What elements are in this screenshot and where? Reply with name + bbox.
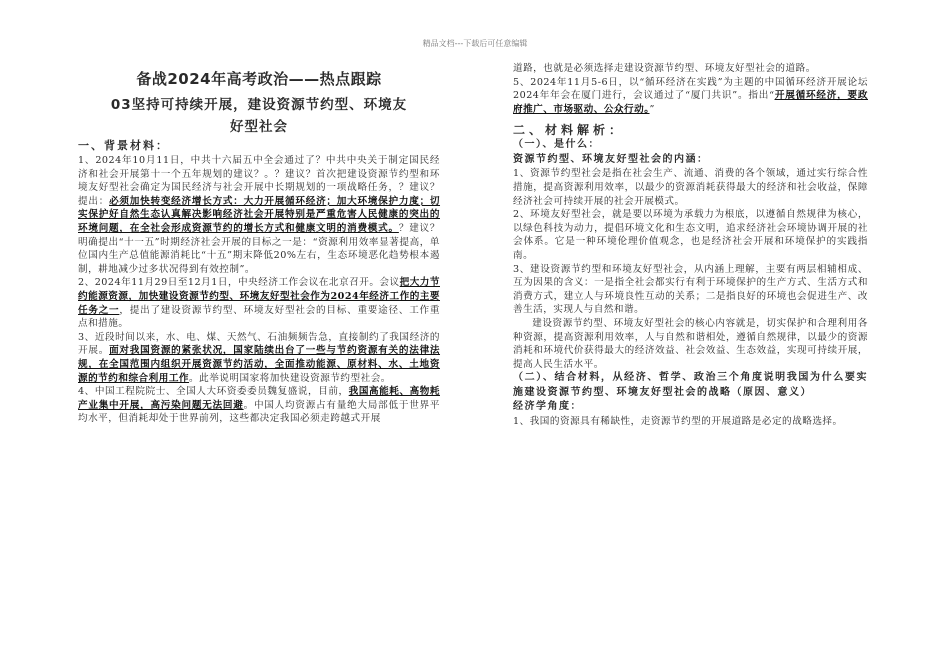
analysis-core-content: 建设资源节约型、环境友好型社会的核心内容就是，切实保护和合理利用各种资源，提高资源利用效率，人与自然和谐相处，遵循自然规律，以最少的资源消耗和环境代价获得最大的经济效益、社会效益、生态效益，实现可持续开展，提高人民生活水平。 xyxy=(513,317,868,370)
paragraph-material-2 xyxy=(78,276,440,330)
right-column xyxy=(513,62,868,428)
subsection-connotation-title: 资源节约型、环境友好型社会的内涵： xyxy=(513,153,709,165)
paragraph-text: 5、2024年11月5-6日，以“循环经济在实践”为主题的中国循环经济开展论坛2024年年会在厦门进行，会议通过了“厦门共识”。指出“ xyxy=(513,76,868,102)
subsection-what-heading: （一）、是什么： xyxy=(513,139,600,151)
section-analysis-heading: 二、材料解析： xyxy=(513,123,626,138)
paragraph-text: 2、2024年11月29日至12月1日，中央经济工作会议在北京召开。会议 xyxy=(78,277,400,289)
document-subtitle-line-2: 好型社会 xyxy=(230,119,288,135)
analysis-point-1: 1、资源节约型社会是指在社会生产、流通、消费的各个领域，通过实行综合性措施，提高资源利用效率，以最少的资源消耗获得最大的经济和社会收益，保障经济社会可持续开展的社会开展模式。 xyxy=(513,168,868,207)
paragraph-text: 4、中国工程院院士、全国人大环资委委员魏复盛说，目前， xyxy=(78,386,349,398)
paragraph-text: 3、近段时间以来，水、电、煤、天然气、石油频频告急，直接制约了我国经济的开展。 xyxy=(78,331,440,357)
paragraph-text: ？建议？明确提出“十一五”时期经济社会开展的目标之一是：“资源利用效率显著提高，单位国内生产总值能源消耗比“十五”期末降低20%左右，生态环境恶化趋势根本遏制，耕地减少过多状况得到有效控制”。 xyxy=(78,222,441,275)
paragraph-material-4 xyxy=(78,385,440,426)
economics-point-1: 1、我国的资源具有稀缺性，走资源节约型的开展道路是必定的战略选择。 xyxy=(513,415,843,427)
economics-perspective-heading: 经济学角度： xyxy=(513,401,582,413)
emphasized-text: 面对我国资源的紧张状况，国家陆续出台了一些与节约资源有关的法律法规，在全国范围内组织开展资源节约活动，全面推动能源、原材料、水、土地资源的节约和综合利用工作 xyxy=(78,345,441,384)
paragraph-material-5 xyxy=(513,76,868,117)
paragraph-text: 。中国人均资源占有量绝大局部低于世界平均水平，但消耗却处于世界前列，这些都决定我国必须走跨越式开展 xyxy=(78,399,441,425)
subsection-why-heading: （二）、结合材料，从经济、哲学、政治三个角度说明我国为什么要实施建设资源节约型、环境友好型社会的战略（原因、意义） xyxy=(513,372,868,398)
paragraph-text: ” xyxy=(649,103,655,115)
left-column xyxy=(78,62,440,426)
section-background-heading: 一、背景材料： xyxy=(78,139,169,152)
paragraph-text: ，提出了建设资源节约型、环境友好型社会的目标、重要途径、工作重点和措施。 xyxy=(78,304,441,330)
document-subtitle-line-1: 03坚持可持续开展，建设资源节约型、环境友 xyxy=(110,97,408,113)
page-header-note: 精品文档---下载后可任意编辑 xyxy=(422,39,528,48)
analysis-point-2: 2、环境友好型社会，就是要以环境为承载力为根底，以遵循自然规律为核心，以绿色科技为动力，提倡环境文化和生态文明，追求经济社会环境协调开展的社会体系。它是一种环境伦理价值观念，也是经济社会开展和环境保护的实践指南。 xyxy=(513,209,868,261)
analysis-point-3: 3、建设资源节约型和环境友好型社会，从内涵上理解，主要有两层相辅相成、互为因果的含义：一是指全社会都实行有利于环境保护的生产方式、生活方式和消费方式，建立人与环境良性互动的关系；二是指良好的环境也会促进生产、改善生活，实现人与自然和谐。 xyxy=(513,263,868,316)
emphasized-text: 必须加快转变经济增长方式：大力开展循环经济；加大环境保护力度；切实保护好自然生态认真解决影响经济社会开展特别是严重危害人民健康的突出的环境问题，在全社会形成资源节约的增长方式和健康文明的消费模式。 xyxy=(78,195,441,234)
paragraph-material-3 xyxy=(78,331,440,385)
emphasized-text: 开展循环经济，要政府推广、市场驱动、公众行动。 xyxy=(513,90,868,115)
paragraph-text: 1、2024年10月11日，中共十六届五中全会通过了？中共中央关于制定国民经济和社会开展第十一个五年规划的建议？。？建议？首次把建设资源节约型和环境友好型社会确定为国民经济与社会开展中长期规划的一项战略任务，？建议？提出： xyxy=(78,155,440,207)
paragraph-text: 。此举说明国家将加快建设资源节约型社会。 xyxy=(189,372,391,384)
paragraph-material-4-continued: 道路，也就是必须选择走建设资源节约型、环境友好型社会的道路。 xyxy=(513,63,816,74)
document-title: 备战2024年高考政治——热点跟踪 xyxy=(136,70,382,88)
emphasized-text: 我国高能耗、高物耗产业集中开展，高污染问题无法回避 xyxy=(78,386,440,411)
paragraph-material-1 xyxy=(78,154,440,276)
emphasized-text: 把大力节约能源资源，加快建设资源节约型、环境友好型社会作为2024年经济工作的主要任务之一 xyxy=(78,277,440,316)
